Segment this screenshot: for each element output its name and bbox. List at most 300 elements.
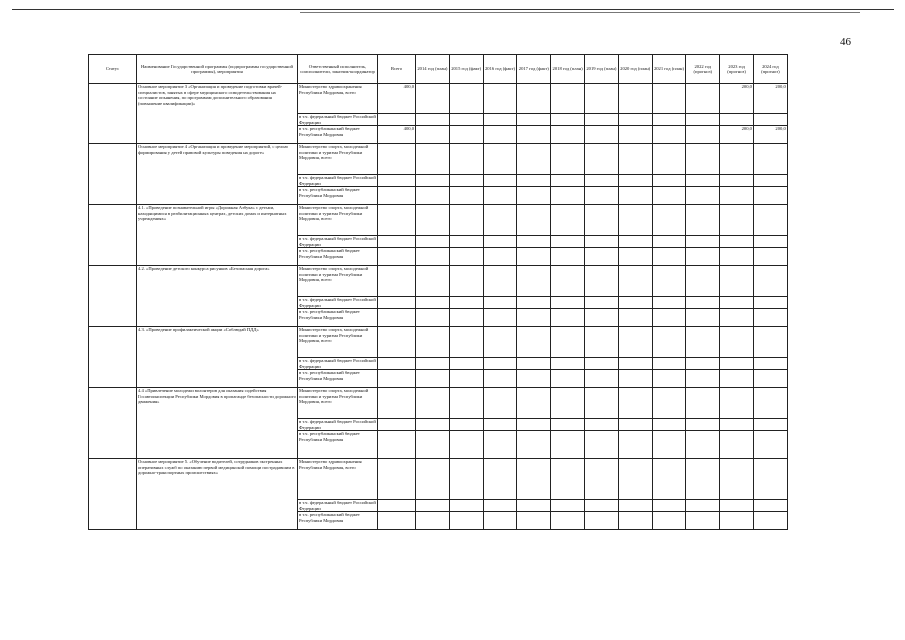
year-2020-cell [618,419,652,431]
year-2019-cell [584,388,618,419]
year-2015-cell [449,266,483,297]
year-2020-cell [618,459,652,500]
year-2014-cell [416,327,450,358]
year-2023-cell: 200,0 [720,126,754,144]
year-2019-cell [584,187,618,205]
table-row [89,144,788,175]
year-2023-cell [720,114,754,126]
year-2021-cell [652,309,686,327]
executor-cell: в т.ч. республиканский бюджет Республики Мордовия [298,512,378,530]
year-2021-cell [652,266,686,297]
year-2019-cell [584,266,618,297]
year-2023-cell [720,266,754,297]
year-2017-cell [517,114,551,126]
header-year-2022: 2022 год (прогноз) [686,55,720,84]
year-2016-cell [483,500,517,512]
year-2018-cell [551,205,585,236]
year-2022-cell [686,205,720,236]
activity-name-cell: 4.2. «Проведение детского конкурса рисунков «Безопасная дорога» [137,266,298,327]
year-2024-cell [753,187,787,205]
executor-cell: в т.ч. республиканский бюджет Республики Мордовия [298,431,378,459]
executor-cell: Министерство спорта, молодежной политики и туризма Республики Мордовия, всего [298,144,378,175]
year-2022-cell [686,419,720,431]
year-2019-cell [584,297,618,309]
year-2015-cell [449,512,483,530]
year-2024-cell [753,388,787,419]
year-2022-cell [686,370,720,388]
executor-cell: Министерство спорта, молодежной политики и туризма Республики Мордовия, всего [298,327,378,358]
year-2023-cell [720,512,754,530]
year-2018-cell [551,187,585,205]
header-year-2018: 2018 год (план) [551,55,585,84]
year-2020-cell [618,297,652,309]
year-2016-cell [483,419,517,431]
table-row [89,459,788,500]
year-2017-cell [517,175,551,187]
year-2016-cell [483,370,517,388]
year-2016-cell [483,175,517,187]
year-2021-cell [652,126,686,144]
year-2017-cell [517,327,551,358]
year-2021-cell [652,205,686,236]
year-2023-cell [720,388,754,419]
year-2023-cell [720,205,754,236]
year-2014-cell [416,388,450,419]
year-2021-cell [652,431,686,459]
year-2015-cell [449,327,483,358]
year-2024-cell [753,297,787,309]
year-2019-cell [584,370,618,388]
year-2018-cell [551,266,585,297]
total-cell [378,266,416,297]
status-cell [89,327,137,388]
table-row [89,205,788,236]
year-2021-cell [652,84,686,114]
year-2024-cell [753,459,787,500]
total-cell [378,187,416,205]
year-2014-cell [416,370,450,388]
year-2021-cell [652,358,686,370]
year-2019-cell [584,309,618,327]
year-2023-cell [720,431,754,459]
activity-name-cell: Основное мероприятие 3 «Организация и проведение подготовки врачей-специалистов, занятых в сфере медицинского освидетельствования на состояние опьянения, по программам дополнительного образования (повышение квалификации)» [137,84,298,144]
year-2015-cell [449,175,483,187]
year-2022-cell [686,84,720,114]
year-2018-cell [551,84,585,114]
year-2021-cell [652,419,686,431]
year-2024-cell [753,358,787,370]
year-2014-cell [416,205,450,236]
year-2017-cell [517,309,551,327]
year-2022-cell [686,388,720,419]
year-2014-cell [416,459,450,500]
year-2018-cell [551,144,585,175]
year-2014-cell [416,144,450,175]
activity-name-cell: Основное мероприятие 5. «Обучение водителей, сотрудников экстренных оперативных служб по оказанию первой медицинской помощи пострадавшим в дорожно-транспортных происшествиях» [137,459,298,530]
year-2014-cell [416,175,450,187]
year-2018-cell [551,248,585,266]
year-2021-cell [652,236,686,248]
executor-cell: в т.ч. республиканский бюджет Республики Мордовия [298,309,378,327]
executor-cell: в т.ч. федеральный бюджет Российской Федерации [299,236,376,247]
year-2024-cell [753,419,787,431]
total-cell: 400,0 [378,126,416,144]
year-2021-cell [652,114,686,126]
year-2019-cell [584,358,618,370]
year-2022-cell [686,126,720,144]
year-2018-cell [551,388,585,419]
year-2024-cell: 200,0 [753,126,787,144]
status-cell [89,205,137,266]
table-row [89,84,788,114]
year-2020-cell [618,358,652,370]
year-2019-cell [584,327,618,358]
year-2023-cell [720,370,754,388]
year-2014-cell [416,187,450,205]
year-2024-cell [753,175,787,187]
year-2014-cell [416,419,450,431]
year-2019-cell [584,419,618,431]
year-2018-cell [551,126,585,144]
year-2022-cell [686,309,720,327]
year-2019-cell [584,236,618,248]
header-year-2020: 2020 год (план) [618,55,652,84]
budget-table [88,54,788,530]
year-2018-cell [551,175,585,187]
year-2020-cell [618,175,652,187]
activity-name-cell: 4.1. «Проведение познавательной игры «Дорожная Азбука» с детьми, находящимися в реабилитационных центрах, детских домах и интернатных учреждениях» [137,205,298,266]
total-cell [378,431,416,459]
header-year-2021: 2021 год (план) [652,55,686,84]
year-2023-cell [720,500,754,512]
year-2020-cell [618,144,652,175]
year-2017-cell [517,248,551,266]
executor-cell: в т.ч. республиканский бюджет Республики Мордовия [298,370,378,388]
year-2016-cell [483,512,517,530]
year-2017-cell [517,236,551,248]
year-2019-cell [584,500,618,512]
executor-cell: в т.ч. федеральный бюджет Российской Федерации [299,500,376,511]
year-2019-cell [584,431,618,459]
total-cell [378,114,416,126]
year-2014-cell [416,266,450,297]
year-2015-cell [449,144,483,175]
year-2017-cell [517,358,551,370]
header-year-2024: 2024 год (прогноз) [753,55,787,84]
year-2020-cell [618,512,652,530]
year-2019-cell [584,84,618,114]
header-year-2017: 2017 год (факт) [517,55,551,84]
year-2023-cell: 200,0 [720,84,754,114]
year-2018-cell [551,236,585,248]
year-2018-cell [551,512,585,530]
year-2018-cell [551,358,585,370]
year-2018-cell [551,327,585,358]
executor-cell: Министерство спорта, молодежной политики и туризма Республики Мордовия, всего [298,266,378,297]
year-2019-cell [584,512,618,530]
executor-cell: Министерство спорта, молодежной политики и туризма Республики Мордовия, всего [298,205,378,236]
year-2021-cell [652,370,686,388]
year-2015-cell [449,388,483,419]
year-2015-cell [449,309,483,327]
executor-cell: в т.ч. федеральный бюджет Российской Федерации [299,114,376,125]
total-cell [378,327,416,358]
year-2019-cell [584,175,618,187]
year-2020-cell [618,370,652,388]
year-2022-cell [686,248,720,266]
year-2022-cell [686,512,720,530]
year-2015-cell [449,297,483,309]
year-2018-cell [551,459,585,500]
header-year-2014: 2014 год (план) [416,55,450,84]
year-2018-cell [551,500,585,512]
year-2016-cell [483,236,517,248]
total-cell [378,144,416,175]
year-2020-cell [618,248,652,266]
year-2016-cell [483,358,517,370]
table-row [89,388,788,419]
year-2021-cell [652,187,686,205]
year-2024-cell [753,370,787,388]
total-cell [378,419,416,431]
year-2016-cell [483,266,517,297]
year-2016-cell [483,114,517,126]
year-2020-cell [618,84,652,114]
year-2020-cell [618,327,652,358]
year-2021-cell [652,248,686,266]
year-2016-cell [483,388,517,419]
executor-cell: в т.ч. республиканский бюджет Республики Мордовия [298,187,378,205]
year-2023-cell [720,309,754,327]
header-year-2023: 2023 год (прогноз) [720,55,754,84]
year-2017-cell [517,84,551,114]
header-year-2019: 2019 год (план) [584,55,618,84]
year-2017-cell [517,187,551,205]
year-2020-cell [618,236,652,248]
year-2023-cell [720,187,754,205]
year-2014-cell [416,248,450,266]
year-2024-cell: 200,0 [753,84,787,114]
year-2022-cell [686,297,720,309]
year-2023-cell [720,459,754,500]
year-2020-cell [618,388,652,419]
year-2022-cell [686,358,720,370]
executor-cell: Министерство здравоохранения Республики Мордовия, всего [298,459,378,500]
year-2015-cell [449,431,483,459]
status-cell [89,144,137,205]
year-2024-cell [753,248,787,266]
table-body [89,84,788,530]
year-2014-cell [416,297,450,309]
year-2020-cell [618,431,652,459]
year-2014-cell [416,500,450,512]
year-2018-cell [551,431,585,459]
year-2022-cell [686,175,720,187]
year-2024-cell [753,205,787,236]
year-2015-cell [449,248,483,266]
year-2017-cell [517,388,551,419]
year-2021-cell [652,459,686,500]
total-cell [378,512,416,530]
year-2024-cell [753,309,787,327]
status-cell [89,84,137,144]
executor-cell: в т.ч. федеральный бюджет Российской Федерации [299,175,376,186]
executor-cell: Министерство спорта, молодежной политики и туризма Республики Мордовия, всего [298,388,378,419]
year-2018-cell [551,309,585,327]
year-2016-cell [483,431,517,459]
year-2018-cell [551,297,585,309]
header-name: Наименование Государственной программы (подпрограммы государственной программы), мероприятия [137,55,298,84]
year-2017-cell [517,419,551,431]
year-2017-cell [517,370,551,388]
year-2023-cell [720,297,754,309]
status-cell [89,459,137,530]
year-2015-cell [449,84,483,114]
year-2024-cell [753,144,787,175]
total-cell [378,297,416,309]
header-executor: Ответственный исполнитель, соисполнители, заказчик-координатор [298,55,378,84]
header-total: Всего [378,55,416,84]
year-2022-cell [686,187,720,205]
year-2021-cell [652,388,686,419]
year-2016-cell [483,248,517,266]
total-cell [378,236,416,248]
year-2016-cell [483,126,517,144]
executor-cell: в т.ч. республиканский бюджет Республики Мордовия [298,248,378,266]
year-2020-cell [618,205,652,236]
total-cell [378,205,416,236]
total-cell: 400,0 [378,84,416,114]
year-2021-cell [652,175,686,187]
year-2021-cell [652,144,686,175]
year-2014-cell [416,309,450,327]
year-2015-cell [449,459,483,500]
year-2014-cell [416,126,450,144]
year-2019-cell [584,459,618,500]
year-2020-cell [618,114,652,126]
year-2016-cell [483,84,517,114]
activity-name-cell: 4.3. «Проведение профилактической акции «Соблюдай ПДД» [137,327,298,388]
year-2023-cell [720,144,754,175]
year-2014-cell [416,114,450,126]
activity-name-cell: 4.4 «Привлечение молодежи волонтеров для оказания содействия Госавтоинспекции Республики Мордовия в пропаганде безопасности дорожного движения» [137,388,298,459]
year-2021-cell [652,512,686,530]
year-2024-cell [753,431,787,459]
top-rule-secondary [300,12,860,13]
year-2024-cell [753,266,787,297]
year-2016-cell [483,205,517,236]
year-2018-cell [551,114,585,126]
year-2017-cell [517,459,551,500]
year-2022-cell [686,114,720,126]
year-2019-cell [584,144,618,175]
year-2017-cell [517,205,551,236]
year-2015-cell [449,205,483,236]
year-2022-cell [686,266,720,297]
year-2015-cell [449,187,483,205]
total-cell [378,358,416,370]
year-2022-cell [686,236,720,248]
total-cell [378,370,416,388]
year-2019-cell [584,126,618,144]
year-2014-cell [416,431,450,459]
year-2020-cell [618,309,652,327]
total-cell [378,388,416,419]
page-number: 46 [840,36,851,48]
year-2020-cell [618,187,652,205]
year-2015-cell [449,419,483,431]
year-2017-cell [517,500,551,512]
year-2020-cell [618,500,652,512]
year-2019-cell [584,114,618,126]
year-2017-cell [517,126,551,144]
year-2014-cell [416,84,450,114]
executor-cell: в т.ч. федеральный бюджет Российской Федерации [299,297,376,308]
total-cell [378,175,416,187]
year-2021-cell [652,327,686,358]
year-2015-cell [449,500,483,512]
year-2022-cell [686,144,720,175]
year-2024-cell [753,114,787,126]
total-cell [378,500,416,512]
header-status: Статус [89,55,137,84]
year-2015-cell [449,236,483,248]
year-2017-cell [517,144,551,175]
year-2020-cell [618,126,652,144]
table-header-row [89,55,788,84]
year-2024-cell [753,512,787,530]
year-2019-cell [584,205,618,236]
year-2021-cell [652,297,686,309]
year-2016-cell [483,327,517,358]
year-2024-cell [753,327,787,358]
year-2014-cell [416,236,450,248]
year-2023-cell [720,236,754,248]
year-2017-cell [517,297,551,309]
activity-name-cell: Основное мероприятие 4 «Организация и проведение мероприятий, с целью формирования у детей правовой культуры поведения на дороге» [137,144,298,205]
header-year-2016: 2016 год (факт) [483,55,517,84]
year-2014-cell [416,512,450,530]
total-cell [378,248,416,266]
year-2016-cell [483,187,517,205]
year-2014-cell [416,358,450,370]
year-2017-cell [517,512,551,530]
year-2019-cell [584,248,618,266]
year-2021-cell [652,500,686,512]
year-2015-cell [449,358,483,370]
year-2022-cell [686,327,720,358]
year-2015-cell [449,114,483,126]
year-2016-cell [483,297,517,309]
executor-cell: в т.ч. республиканский бюджет Республики Мордовия [298,126,378,144]
year-2018-cell [551,419,585,431]
year-2023-cell [720,248,754,266]
year-2017-cell [517,266,551,297]
year-2015-cell [449,370,483,388]
top-rule [12,9,894,10]
year-2023-cell [720,175,754,187]
executor-cell: в т.ч. федеральный бюджет Российской Федерации [299,419,376,430]
table-row [89,266,788,297]
executor-cell: Министерство здравоохранения Республики Мордовия, всего [298,84,378,114]
year-2016-cell [483,144,517,175]
year-2022-cell [686,431,720,459]
year-2020-cell [618,266,652,297]
year-2016-cell [483,309,517,327]
executor-cell: в т.ч. федеральный бюджет Российской Федерации [299,358,376,369]
year-2023-cell [720,358,754,370]
header-year-2015: 2015 год (факт) [449,55,483,84]
